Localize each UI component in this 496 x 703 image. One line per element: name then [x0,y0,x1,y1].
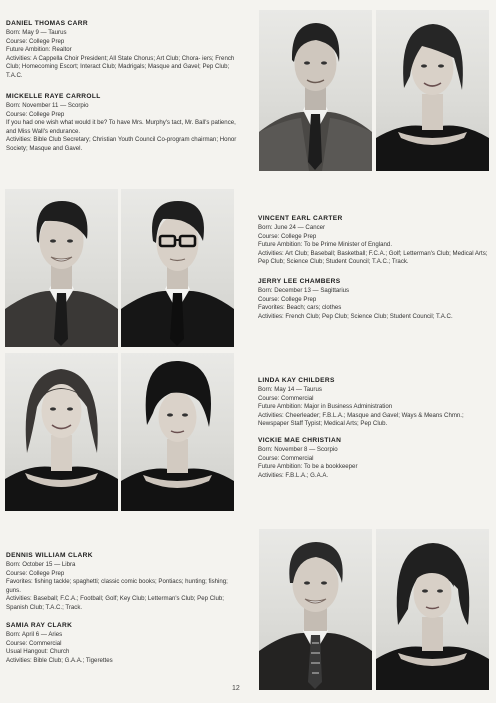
student-name: JERRY LEE CHAMBERS [258,278,341,285]
bio-line: Born: December 13 — Sagittarius [258,287,350,295]
bio-line: Activities: Baseball; F.C.A.; Football; Golf; Key Club; Letterman's Club; Pep Club; Spanish Club; T.A.C.; Track. [6,595,224,612]
bio-line: Favorites: fishing tackle; spaghetti; classic comic books; Pontiacs; hunting; fishing; guns. [6,578,228,594]
bio-line: Activities: French Club; Pep Club; Science Club; Student Council; T.A.C. [258,312,453,320]
student-name: VICKIE MAE CHRISTIAN [258,437,342,444]
bio-line: Usual Hangout: Church [6,648,70,656]
student-name: DANIEL THOMAS CARR [6,20,89,27]
bio-line: Born: June 24 — Cancer [258,224,326,232]
bio-linda-kay-childers [258,377,490,429]
student-name: VINCENT EARL CARTER [258,215,343,222]
portrait-photo-mickelle-carroll [376,10,489,171]
bio-line: Activities: Cheerleader; F.B.L.A.; Masque and Gavel; Ways & Means Chmn.; Newspaper Staff Typist; Medical Arts; Pep Club. [258,411,464,428]
bio-mickelle-raye-carroll [6,93,246,154]
bio-jerry-lee-chambers [258,278,490,321]
bio-line: Course: College Prep [6,569,65,577]
bio-line: Course: College Prep [6,110,65,118]
portrait-photo-jerry-chambers [121,189,234,347]
portrait-photo-vincent-carter [5,189,118,347]
bio-vincent-earl-carter [258,215,490,267]
bio-line: Course: Commercial [6,639,62,647]
bio-line: Activities: Bible Club; G.A.A.; Tigerettes [6,656,113,664]
bio-line: Future Ambition: To be Prime Minister of England. [258,241,393,249]
bio-line: Activities: F.B.L.A.; G.A.A. [258,471,329,479]
bio-line: Course: Commercial [258,394,314,402]
portrait-photo-samia-clark [376,529,489,690]
page-number: 12 [232,685,240,692]
portrait-photo-vickie-christian [121,353,234,511]
student-name: SAMIA RAY CLARK [6,622,73,629]
student-name: LINDA KAY CHILDERS [258,377,335,384]
bio-line: Born: May 9 — Taurus [6,29,67,37]
bio-line: Born: April 6 — Aries [6,631,63,639]
bio-line: Activities: A Cappella Choir President; All State Chorus; Art Club; Chora- iers; French Club; Homecoming Escort; Interact Club; Madrigals; Masque and Gavel; Pep Club; T.A.C. [6,54,235,80]
bio-line: Future Ambition: Major in Business Administration [258,403,393,411]
portrait-photo-daniel-carr [259,10,372,171]
bio-line: Born: May 14 — Taurus [258,386,322,394]
bio-line: Course: College Prep [6,37,65,45]
bio-line: Course: College Prep [258,295,317,303]
bio-line: Future Ambition: Realtor [6,46,72,54]
bio-line: Born: November 11 — Scorpio [6,102,89,110]
student-name: MICKELLE RAYE CARROLL [6,93,101,100]
bio-line: If you had one wish what would it be? To have Mrs. Murphy's tact, Mr. Ball's patience, and Miss Wall's endurance. [6,119,236,135]
bio-vickie-mae-christian [258,437,490,480]
bio-line: Born: November 8 — Scorpio [258,446,338,454]
bio-line: Activities: Bible Club Secretary; Christian Youth Council Co-program chairman; Honor Society; Masque and Gavel. [6,136,237,153]
bio-daniel-thomas-carr [6,20,246,81]
portrait-photo-dennis-clark [259,529,372,690]
bio-line: Favorites: Beach; cars; clothes [258,304,342,312]
student-name: DENNIS WILLIAM CLARK [6,552,93,559]
bio-line: Course: Commercial [258,454,314,462]
bio-line: Activities: Art Club; Baseball; Basketball; F.C.A.; Golf; Letterman's Club; Medical Arts; Pep Club; Science Club; Student Council; T.A.C.; Track. [258,249,488,266]
bio-dennis-william-clark [6,552,244,613]
bio-samia-ray-clark [6,622,244,665]
portrait-photo-linda-childers [5,353,118,511]
bio-line: Course: College Prep [258,232,317,240]
bio-line: Born: October 15 — Libra [6,561,76,569]
bio-line: Future Ambition: To be a bookkeeper [258,463,358,471]
